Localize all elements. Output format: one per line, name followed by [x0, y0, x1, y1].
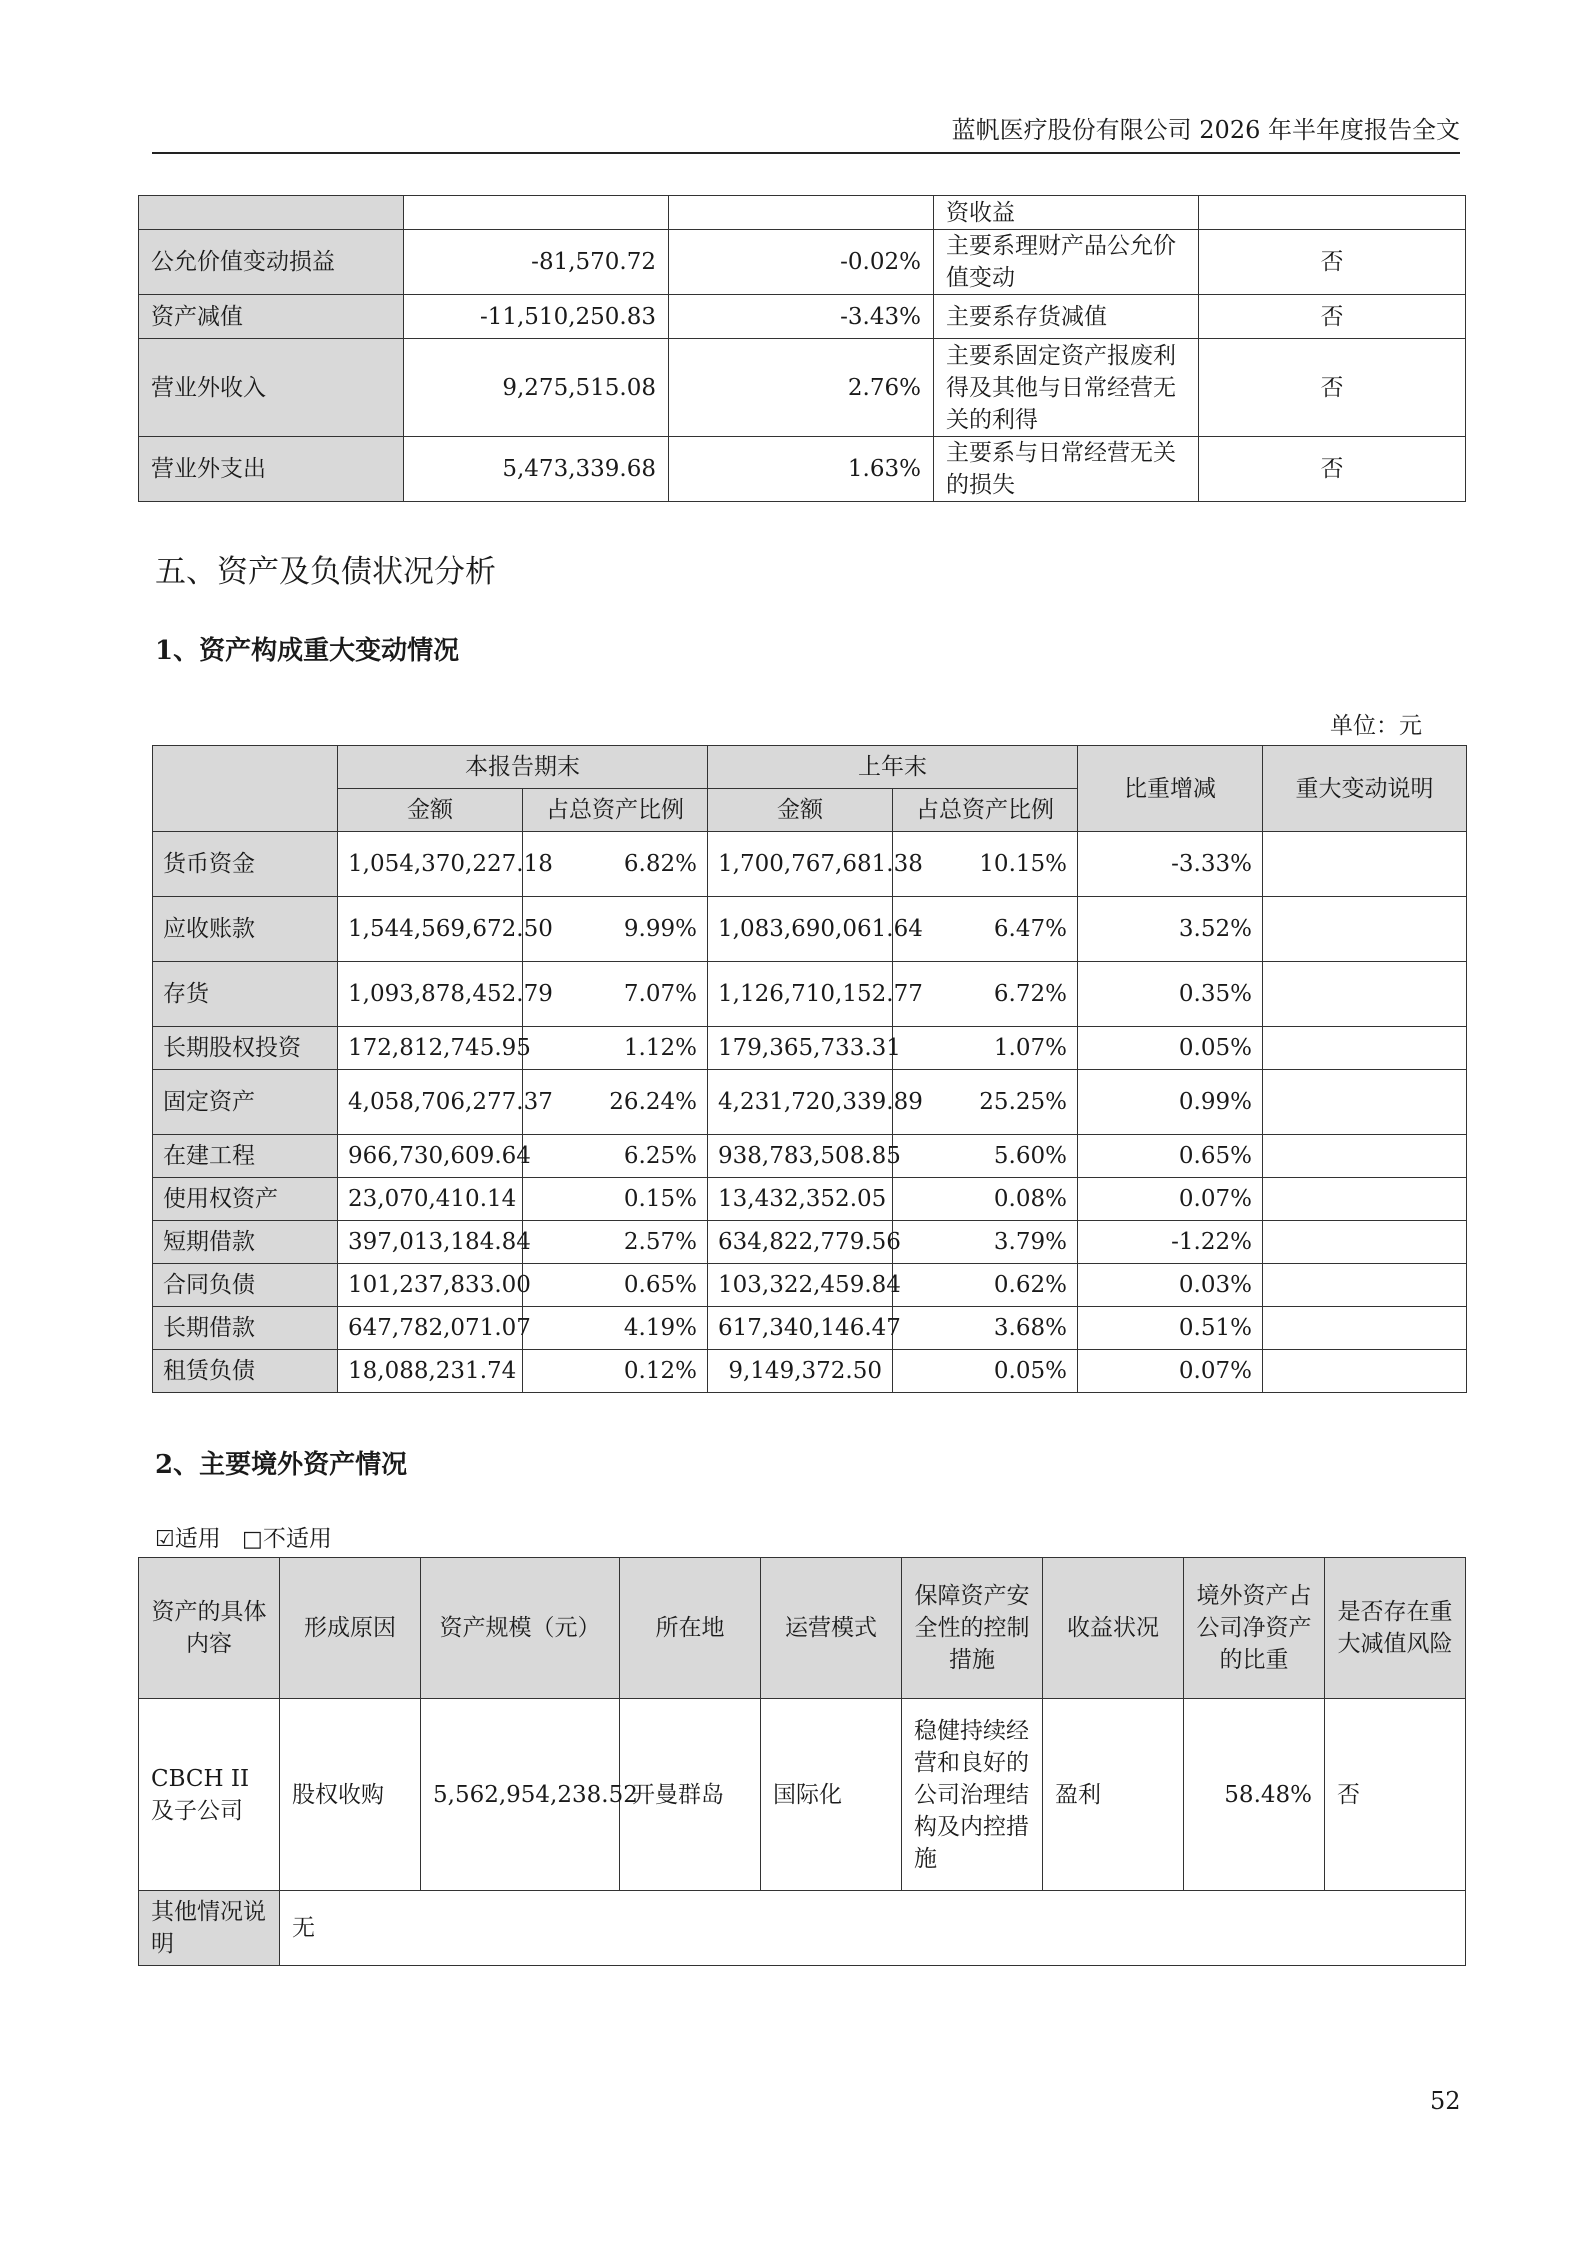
subsection-heading: 1、资产构成重大变动情况	[155, 636, 460, 666]
current-ratio-cell: 0.12%	[523, 1350, 708, 1393]
overseas-assets-table	[138, 1557, 1466, 1966]
header-prior: 上年末	[708, 746, 1078, 789]
applicable-label: 适用	[174, 1526, 221, 1552]
row-label: 长期股权投资	[153, 1027, 338, 1070]
table-cell	[404, 196, 669, 230]
row-label: 货币资金	[153, 832, 338, 897]
prior-amount-cell: 103,322,459.84	[708, 1264, 893, 1307]
note-cell: 主要系固定资产报废利得及其他与日常经营无关的利得	[934, 339, 1199, 437]
prior-ratio-cell: 3.79%	[893, 1221, 1078, 1264]
note-cell: 主要系存货减值	[934, 295, 1199, 339]
other-value: 无	[280, 1891, 1466, 1966]
prior-amount-cell: 634,822,779.56	[708, 1221, 893, 1264]
checked-box-icon: ☑	[155, 1527, 175, 1552]
page-number: 52	[1430, 2087, 1461, 2115]
table-row	[139, 196, 1466, 230]
explanation-cell	[1263, 1264, 1467, 1307]
current-ratio-cell: 4.19%	[523, 1307, 708, 1350]
prior-amount-cell: 1,083,690,061.64	[708, 897, 893, 962]
prior-ratio-cell: 10.15%	[893, 832, 1078, 897]
prior-ratio-cell: 6.72%	[893, 962, 1078, 1027]
unit-label: 单位：元	[1330, 713, 1422, 739]
explanation-cell	[1263, 1070, 1467, 1135]
prior-amount-cell: 617,340,146.47	[708, 1307, 893, 1350]
current-amount-cell: 1,544,569,672.50	[338, 897, 523, 962]
table-row	[153, 1135, 1467, 1178]
header-change: 比重增减	[1078, 746, 1263, 832]
current-amount-cell: 23,070,410.14	[338, 1178, 523, 1221]
prior-amount-cell: 179,365,733.31	[708, 1027, 893, 1070]
table-row	[139, 437, 1466, 502]
row-label: 合同负债	[153, 1264, 338, 1307]
header-cell: 运营模式	[761, 1558, 902, 1699]
unchecked-box-icon: □	[242, 1527, 263, 1552]
current-amount-cell: 1,054,370,227.18	[338, 832, 523, 897]
table-row	[139, 339, 1466, 437]
asset-composition-table	[152, 745, 1467, 1393]
risk-cell: 否	[1325, 1699, 1466, 1891]
row-label: 租赁负债	[153, 1350, 338, 1393]
mode-cell: 国际化	[761, 1699, 902, 1891]
table-row	[139, 1699, 1466, 1891]
change-cell: 0.05%	[1078, 1027, 1263, 1070]
change-cell: -3.33%	[1078, 832, 1263, 897]
change-cell: 0.99%	[1078, 1070, 1263, 1135]
not-applicable-label: 不适用	[262, 1526, 332, 1552]
prior-ratio-cell: 0.62%	[893, 1264, 1078, 1307]
row-label: 营业外收入	[139, 339, 404, 437]
prior-ratio-cell: 0.08%	[893, 1178, 1078, 1221]
current-ratio-cell: 26.24%	[523, 1070, 708, 1135]
amount-cell: 9,275,515.08	[404, 339, 669, 437]
prior-ratio-cell: 3.68%	[893, 1307, 1078, 1350]
current-ratio-cell: 2.57%	[523, 1221, 708, 1264]
table-row	[153, 1221, 1467, 1264]
proportion-cell: 58.48%	[1184, 1699, 1325, 1891]
current-ratio-cell: 6.25%	[523, 1135, 708, 1178]
amount-cell: 5,473,339.68	[404, 437, 669, 502]
row-label: 资产减值	[139, 295, 404, 339]
row-label: 营业外支出	[139, 437, 404, 502]
explanation-cell	[1263, 1027, 1467, 1070]
measures-cell: 稳健持续经营和良好的公司治理结构及内控措施	[902, 1699, 1043, 1891]
table-row	[153, 1264, 1467, 1307]
table-row	[153, 832, 1467, 897]
explanation-cell	[1263, 1135, 1467, 1178]
asset-content-cell: CBCH II 及子公司	[139, 1699, 280, 1891]
income-cell: 盈利	[1043, 1699, 1184, 1891]
sustainable-cell: 否	[1199, 437, 1466, 502]
explanation-cell	[1263, 1307, 1467, 1350]
ratio-cell: -3.43%	[669, 295, 934, 339]
header-explanation: 重大变动说明	[1263, 746, 1467, 832]
header-amount: 金额	[338, 789, 523, 832]
row-label: 存货	[153, 962, 338, 1027]
explanation-cell	[1263, 1350, 1467, 1393]
table-row	[153, 897, 1467, 962]
explanation-cell	[1263, 962, 1467, 1027]
change-cell: 0.65%	[1078, 1135, 1263, 1178]
header-row	[153, 746, 1467, 789]
header-ratio: 占总资产比例	[893, 789, 1078, 832]
ratio-cell: 2.76%	[669, 339, 934, 437]
current-amount-cell: 4,058,706,277.37	[338, 1070, 523, 1135]
header-amount: 金额	[708, 789, 893, 832]
table-cell	[669, 196, 934, 230]
table-cell	[139, 196, 404, 230]
prior-amount-cell: 9,149,372.50	[708, 1350, 893, 1393]
table-row	[153, 1350, 1467, 1393]
row-label: 使用权资产	[153, 1178, 338, 1221]
header-ratio: 占总资产比例	[523, 789, 708, 832]
sustainable-cell: 否	[1199, 230, 1466, 295]
current-ratio-cell: 0.15%	[523, 1178, 708, 1221]
prior-amount-cell: 1,700,767,681.38	[708, 832, 893, 897]
current-ratio-cell: 6.82%	[523, 832, 708, 897]
prior-ratio-cell: 6.47%	[893, 897, 1078, 962]
current-amount-cell: 101,237,833.00	[338, 1264, 523, 1307]
header-cell: 境外资产占公司净资产的比重	[1184, 1558, 1325, 1699]
prior-ratio-cell: 0.05%	[893, 1350, 1078, 1393]
current-ratio-cell: 1.12%	[523, 1027, 708, 1070]
row-label: 公允价值变动损益	[139, 230, 404, 295]
amount-cell: -11,510,250.83	[404, 295, 669, 339]
ratio-cell: -0.02%	[669, 230, 934, 295]
note-cell: 资收益	[934, 196, 1199, 230]
table-row	[153, 962, 1467, 1027]
note-cell: 主要系与日常经营无关的损失	[934, 437, 1199, 502]
table-row	[153, 1027, 1467, 1070]
explanation-cell	[1263, 832, 1467, 897]
scale-cell: 5,562,954,238.52	[421, 1699, 620, 1891]
prior-amount-cell: 4,231,720,339.89	[708, 1070, 893, 1135]
sustainable-cell: 否	[1199, 339, 1466, 437]
change-cell: 0.07%	[1078, 1178, 1263, 1221]
table-row	[153, 1070, 1467, 1135]
section-heading: 五、资产及负债状况分析	[155, 554, 496, 590]
table-row	[139, 295, 1466, 339]
table-row	[153, 1307, 1467, 1350]
table-row	[139, 230, 1466, 295]
change-cell: 0.07%	[1078, 1350, 1263, 1393]
prior-ratio-cell: 5.60%	[893, 1135, 1078, 1178]
header-cell: 收益状况	[1043, 1558, 1184, 1699]
current-ratio-cell: 7.07%	[523, 962, 708, 1027]
amount-cell: -81,570.72	[404, 230, 669, 295]
current-ratio-cell: 0.65%	[523, 1264, 708, 1307]
header-cell: 资产的具体内容	[139, 1558, 280, 1699]
reason-cell: 股权收购	[280, 1699, 421, 1891]
ratio-cell: 1.63%	[669, 437, 934, 502]
subsection-heading: 2、主要境外资产情况	[155, 1450, 408, 1480]
prior-amount-cell: 938,783,508.85	[708, 1135, 893, 1178]
header-divider	[152, 152, 1460, 154]
explanation-cell	[1263, 1221, 1467, 1264]
explanation-cell	[1263, 897, 1467, 962]
applicability-line	[155, 1520, 332, 1553]
table-cell	[1199, 196, 1466, 230]
row-label: 长期借款	[153, 1307, 338, 1350]
profit-composition-table	[138, 195, 1466, 502]
header-cell	[153, 746, 338, 832]
current-amount-cell: 966,730,609.64	[338, 1135, 523, 1178]
prior-ratio-cell: 25.25%	[893, 1070, 1078, 1135]
change-cell: 0.51%	[1078, 1307, 1263, 1350]
header-cell: 所在地	[620, 1558, 761, 1699]
header-row	[139, 1558, 1466, 1699]
current-amount-cell: 1,093,878,452.79	[338, 962, 523, 1027]
current-amount-cell: 172,812,745.95	[338, 1027, 523, 1070]
change-cell: -1.22%	[1078, 1221, 1263, 1264]
location-cell: 开曼群岛	[620, 1699, 761, 1891]
current-ratio-cell: 9.99%	[523, 897, 708, 962]
change-cell: 0.03%	[1078, 1264, 1263, 1307]
note-cell: 主要系理财产品公允价值变动	[934, 230, 1199, 295]
row-label: 应收账款	[153, 897, 338, 962]
explanation-cell	[1263, 1178, 1467, 1221]
prior-amount-cell: 1,126,710,152.77	[708, 962, 893, 1027]
change-cell: 3.52%	[1078, 897, 1263, 962]
prior-ratio-cell: 1.07%	[893, 1027, 1078, 1070]
row-label: 固定资产	[153, 1070, 338, 1135]
prior-amount-cell: 13,432,352.05	[708, 1178, 893, 1221]
table-row	[153, 1178, 1467, 1221]
header-current: 本报告期末	[338, 746, 708, 789]
row-label: 在建工程	[153, 1135, 338, 1178]
current-amount-cell: 397,013,184.84	[338, 1221, 523, 1264]
current-amount-cell: 647,782,071.07	[338, 1307, 523, 1350]
sustainable-cell: 否	[1199, 295, 1466, 339]
header-cell: 资产规模（元）	[421, 1558, 620, 1699]
change-cell: 0.35%	[1078, 962, 1263, 1027]
row-label: 短期借款	[153, 1221, 338, 1264]
header-cell: 是否存在重大减值风险	[1325, 1558, 1466, 1699]
header-cell: 形成原因	[280, 1558, 421, 1699]
report-header: 蓝帆医疗股份有限公司 2026 年半年度报告全文	[951, 116, 1460, 144]
other-label: 其他情况说明	[139, 1891, 280, 1966]
table-row	[139, 1891, 1466, 1966]
header-cell: 保障资产安全性的控制措施	[902, 1558, 1043, 1699]
current-amount-cell: 18,088,231.74	[338, 1350, 523, 1393]
